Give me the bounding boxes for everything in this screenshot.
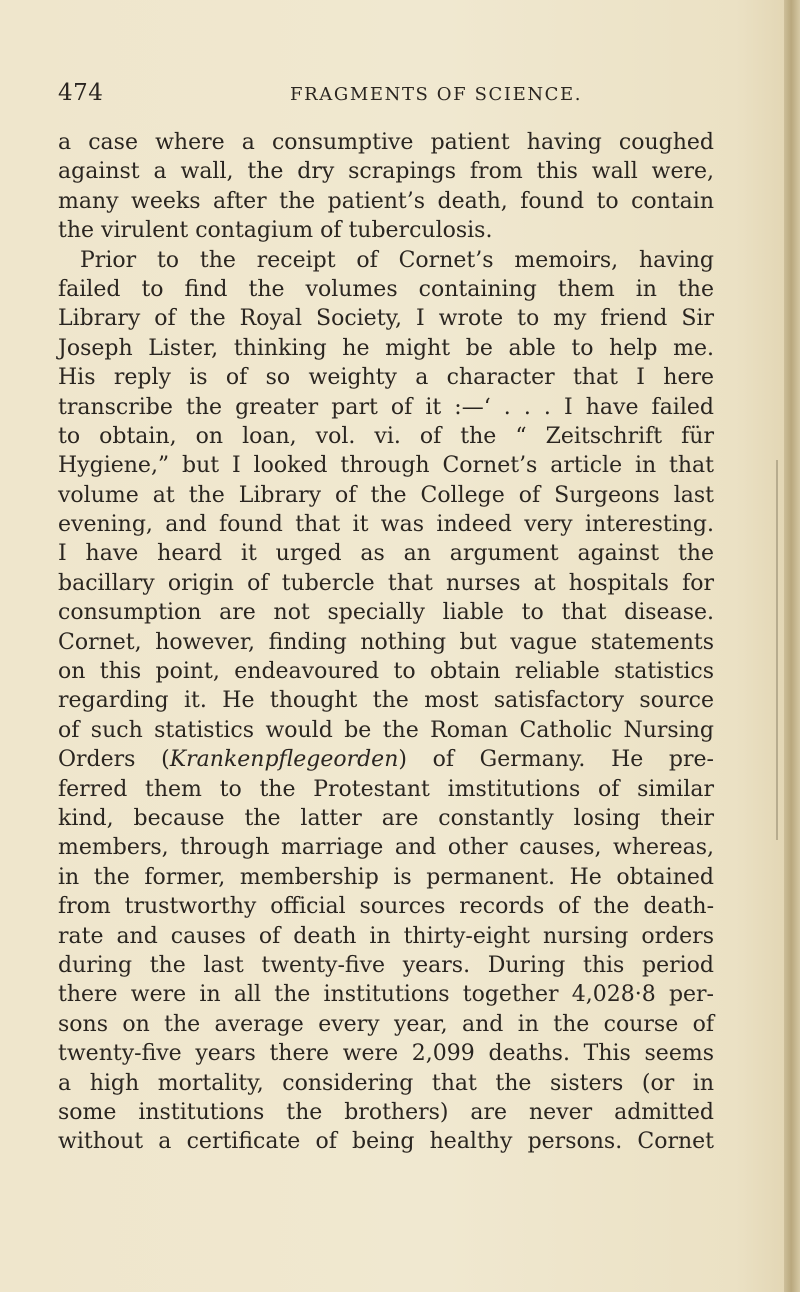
text-line: sons on the average every year, and in the course of [58,1011,714,1037]
running-head: FRAGMENTS OF SCIENCE. [290,84,583,105]
text-line: kind, because the latter are constantly losing their [58,805,714,831]
page-number: 474 [58,80,104,106]
text-line: His reply is of so weighty a character that I here [58,365,714,391]
text-line: Library of the Royal Society, I wrote to my friend Sir [58,306,714,332]
body-text [58,128,714,1157]
text-line: bacillary origin of tubercle that nurses at hospitals for [58,570,714,596]
page-crease [776,460,778,840]
text-line: I have heard it urged as an argument against the [58,541,714,567]
text-line: the virulent contagium of tuberculosis. [58,218,493,244]
text-line: during the last twenty-five years. During this period [58,952,714,978]
text-line: Cornet, however, finding nothing but vague statements [58,629,714,655]
text-line: evening, and found that it was indeed very interesting. [58,512,714,538]
page-edge-shadow [784,0,800,1292]
text-line-with-italic [58,745,714,774]
text-line: of such statistics would be the Roman Catholic Nursing [58,717,714,743]
text-line: many weeks after the patient’s death, found to contain [58,188,714,214]
text-line: transcribe the greater part of it :—‘ . . . I have failed [58,394,714,420]
text-line: failed to find the volumes containing them in the [58,276,714,302]
page-header [58,80,730,112]
text-line: rate and causes of death in thirty-eight nursing orders [58,923,714,949]
text-line: against a wall, the dry scrapings from this wall were, [58,159,714,185]
text-line: without a certificate of being healthy persons. Cornet [58,1129,714,1155]
text-line: regarding it. He thought the most satisfactory source [58,688,714,714]
text-line: there were in all the institutions together 4,028·8 per- [58,982,714,1008]
text-line: a case where a consumptive patient having coughed [58,130,714,155]
text-line: in the former, membership is permanent. He obtained [58,864,714,890]
text-line: ferred them to the Protestant imstitutions of similar [58,776,714,802]
text-line: volume at the Library of the College of Surgeons last [58,482,714,508]
text-line: some institutions the brothers) are never admitted [58,1099,714,1125]
text-line: Prior to the receipt of Cornet’s memoirs, having [80,247,714,273]
text-line: Hygiene,” but I looked through Cornet’s article in that [58,453,714,479]
text-line: a high mortality, considering that the sisters (or in [58,1070,714,1096]
text-line: members, through marriage and other causes, whereas, [58,835,714,861]
text-line: consumption are not specially liable to that disease. [58,600,714,626]
text-line: to obtain, on loan, vol. vi. of the “ Zeitschrift für [58,423,714,449]
text-segment: ) of Germany. He pre- [398,747,714,773]
text-segment: Orders ( [58,747,170,773]
text-line: from trustworthy official sources records of the death- [58,894,714,920]
text-line: Joseph Lister, thinking he might be able to help me. [58,335,714,361]
italic-term: Krankenpflegeorden [169,747,399,773]
text-line: twenty-five years there were 2,099 deaths. This seems [58,1041,714,1067]
text-line: on this point, endeavoured to obtain reliable statistics [58,659,714,685]
